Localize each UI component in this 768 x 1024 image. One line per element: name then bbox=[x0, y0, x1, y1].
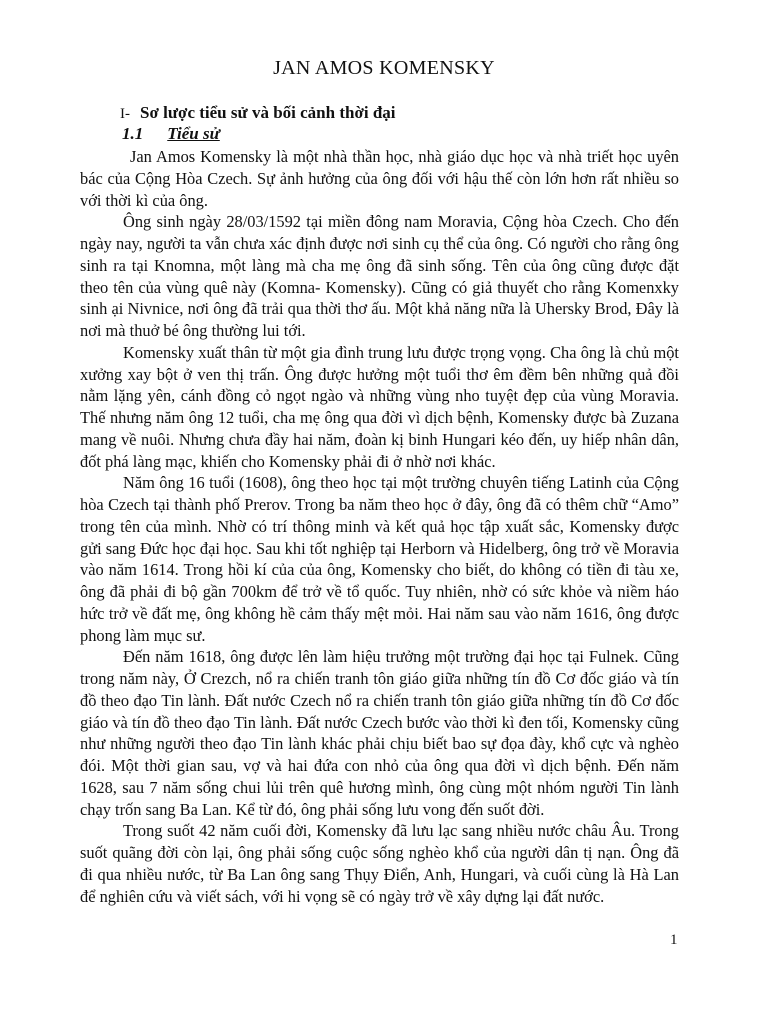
paragraph: Komensky xuất thân từ một gia đình trung lưu được trọng vọng. Cha ông là chủ một xưởng xay bột ở ven thị trấn. Ông được hưởng một tuổi thơ êm đềm bên những quả đồi nằm lặng yên, cánh đồng cỏ ngọt ngào và những vùng nho tuyệt đẹp của vùng Moravia. Thế nhưng năm ông 12 tuổi, cha mẹ ông qua đời vì dịch bệnh, Komensky được bà Zuzana mang về nuôi. Nhưng chưa đầy hai năm, đoàn kị binh Hungari kéo đến, uy hiếp nhân dân, đốt phá làng mạc, khiến cho Komensky phải đi ở nhờ nơi khác. bbox=[80, 342, 679, 471]
paragraph: Đến năm 1618, ông được lên làm hiệu trưởng một trường đại học tại Fulnek. Cũng trong năm này, Ở Crezch, nổ ra chiến tranh tôn giáo giữa những tín đồ Cơ đốc giáo và tín đồ theo đạo Tin lành. Đất nước Czech nổ ra chiến tranh tôn giáo giữa những tín đồ Cơ đốc giáo và tín đồ theo đạo Tin lành. Đất nước Czech bước vào thời kì đen tối, Komensky cũng như những người theo đạo Tin lành khác phải chịu biết bao sự đọa đày, khổ cực và nghèo đói. Một thời gian sau, vợ và hai đứa con nhỏ của ông qua đời vì dịch bệnh. Đến năm 1628, sau 7 năm sống chui lủi trên quê hương mình, ông cùng một nhóm người Tin lành chạy trốn sang Ba Lan. Kể từ đó, ông phải sống lưu vong đến suốt đời. bbox=[80, 647, 679, 819]
document-title: JAN AMOS KOMENSKY bbox=[273, 57, 495, 79]
section-number: I- bbox=[120, 106, 130, 122]
page-number: 1 bbox=[670, 932, 678, 948]
paragraph: Trong suốt 42 năm cuối đời, Komensky đã lưu lạc sang nhiều nước châu Âu. Trong suốt quãng đời còn lại, ông phải sống cuộc sống nghèo khổ của người dân tị nạn. Ông đã đi qua nhiều nước, từ Ba Lan ông sang Thụy Điển, Anh, Hungari, và cuối cùng là Hà Lan để nghiên cứu và viết sách, với hi vọng sẽ có ngày trở về xây dựng lại đất nước. bbox=[80, 821, 679, 906]
subsection-title: Tiểu sử bbox=[167, 124, 220, 143]
paragraph: Jan Amos Komensky là một nhà thần học, nhà giáo dục học và nhà triết học uyên bác của Cộng Hòa Czech. Sự ảnh hưởng của ông đối với hậu thế còn lớn hơn rất nhiều so với thời kì của ông. bbox=[80, 147, 679, 210]
paragraph: Ông sinh ngày 28/03/1592 tại miền đông nam Moravia, Cộng hòa Czech. Cho đến ngày nay, người ta vẫn chưa xác định được nơi sinh cụ thể của ông. Có người cho rằng ông sinh ra tại Knomna, một làng mà cha mẹ ông đã sinh sống. Tên của ông cũng được đặt theo tên của vùng quê này (Komna- Komensky). Cũng có giả thuyết cho rằng Komenxky sinh ại Nivnice, nơi ông đã trải qua thời thơ ấu. Một khả năng nữa là Uhersky Brod, Đây là nơi mà thuở bé ông thường lui tới. bbox=[80, 212, 679, 340]
section-heading-1 bbox=[120, 103, 396, 123]
section-title: Sơ lược tiểu sử và bối cảnh thời đại bbox=[140, 103, 396, 122]
body-text bbox=[80, 146, 679, 907]
subsection-number: 1.1 bbox=[122, 124, 144, 143]
subsection-heading-1-1 bbox=[122, 124, 220, 144]
paragraph: Năm ông 16 tuổi (1608), ông theo học tại một trường chuyên tiếng Latinh của Cộng hòa Czech tại thành phố Prerov. Trong ba năm theo học ở đây, ông đã có thêm chữ “Amo” trong tên của mình. Nhờ có trí thông minh và kết quả học tập xuất sắc, Komensky được gửi sang Đức học đại học. Sau khi tốt nghiệp tại Herborn và Hidelberg, ông trở về Moravia vào năm 1614. Trong hồi kí của của ông, Komensky cho biết, do không có tiền đi tàu xe, ông đã phải đi bộ gần 700km để trở về tổ quốc. Tuy nhiên, nhờ có sức khỏe và niềm háo hức trở về đất mẹ, ông không hề cảm thấy mệt mỏi. Hai năm sau vào năm 1616, ông được phong làm mục sư. bbox=[80, 473, 679, 645]
